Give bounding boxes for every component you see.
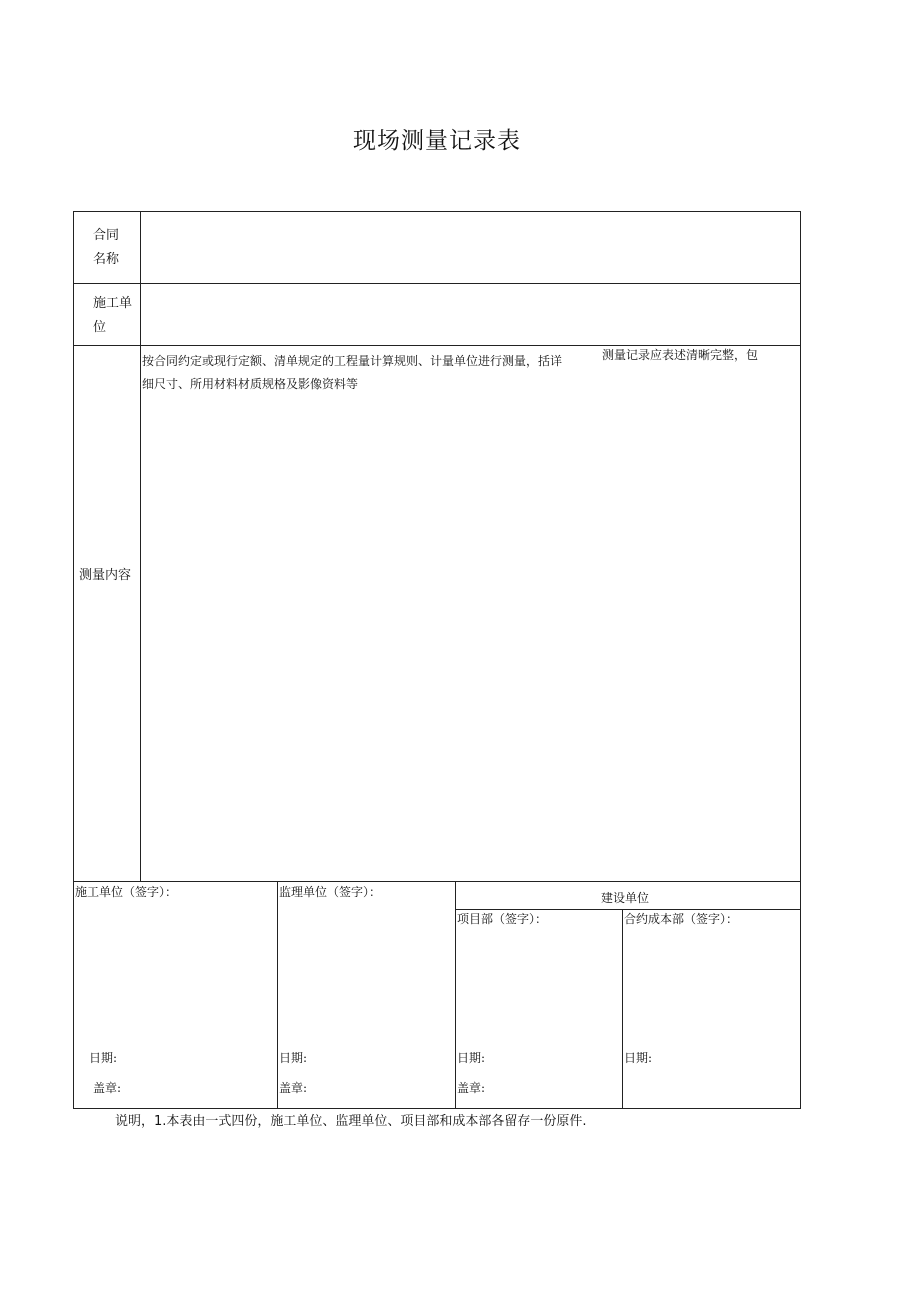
cost-dept-signature-label: 合约成本部（签字）： <box>624 912 739 926</box>
contract-name-field[interactable] <box>141 212 801 283</box>
seal-label-supervision: 盖章: <box>279 1081 308 1095</box>
date-label-project-dept: 日期: <box>457 1051 486 1065</box>
date-label-cost-dept: 日期: <box>624 1051 653 1065</box>
column-divider <box>455 881 456 1109</box>
construction-unit-field[interactable] <box>141 284 801 345</box>
construction-unit-label-line2: 位 <box>93 320 107 335</box>
measurement-instruction-line2: 细尺寸、所用材料材质规格及影像资料等 <box>142 377 359 391</box>
construction-unit-signature-label: 施工单位（签字）： <box>75 885 178 899</box>
column-divider <box>622 909 623 1109</box>
measurement-content-field[interactable] <box>141 346 801 881</box>
row-divider <box>74 881 801 882</box>
footer-note: 说明，1.本表由一式四份，施工单位、监理单位、项目部和成本部各留存一份原件. <box>115 1114 587 1129</box>
measurement-content-label: 测量内容 <box>79 568 132 583</box>
contract-name-label <box>93 224 119 272</box>
record-table <box>73 211 801 1109</box>
measurement-instruction-part2: 测量记录应表述清晰完整，包 <box>602 348 759 362</box>
construction-unit-label <box>93 292 132 340</box>
measurement-instruction-part1: 按合同约定或现行定额、清单规定的工程量计算规则、计量单位进行测量，括详 <box>142 354 563 368</box>
form-title: 现场测量记录表 <box>353 128 521 154</box>
contract-name-label-line2: 名称 <box>93 252 120 267</box>
date-label-construction: 日期: <box>89 1051 118 1065</box>
date-label-supervision: 日期: <box>279 1051 308 1065</box>
construction-unit-label-line1: 施工单 <box>93 296 133 311</box>
seal-label-project-dept: 盖章: <box>457 1081 486 1095</box>
project-dept-signature-label: 项目部（签字）： <box>457 912 548 926</box>
seal-label-construction: 盖章: <box>93 1081 122 1095</box>
supervision-unit-signature-label: 监理单位（签字）： <box>279 885 382 899</box>
contract-name-label-line1: 合同 <box>93 228 120 243</box>
owner-unit-header: 建设单位 <box>601 891 650 905</box>
column-divider <box>277 881 278 1109</box>
